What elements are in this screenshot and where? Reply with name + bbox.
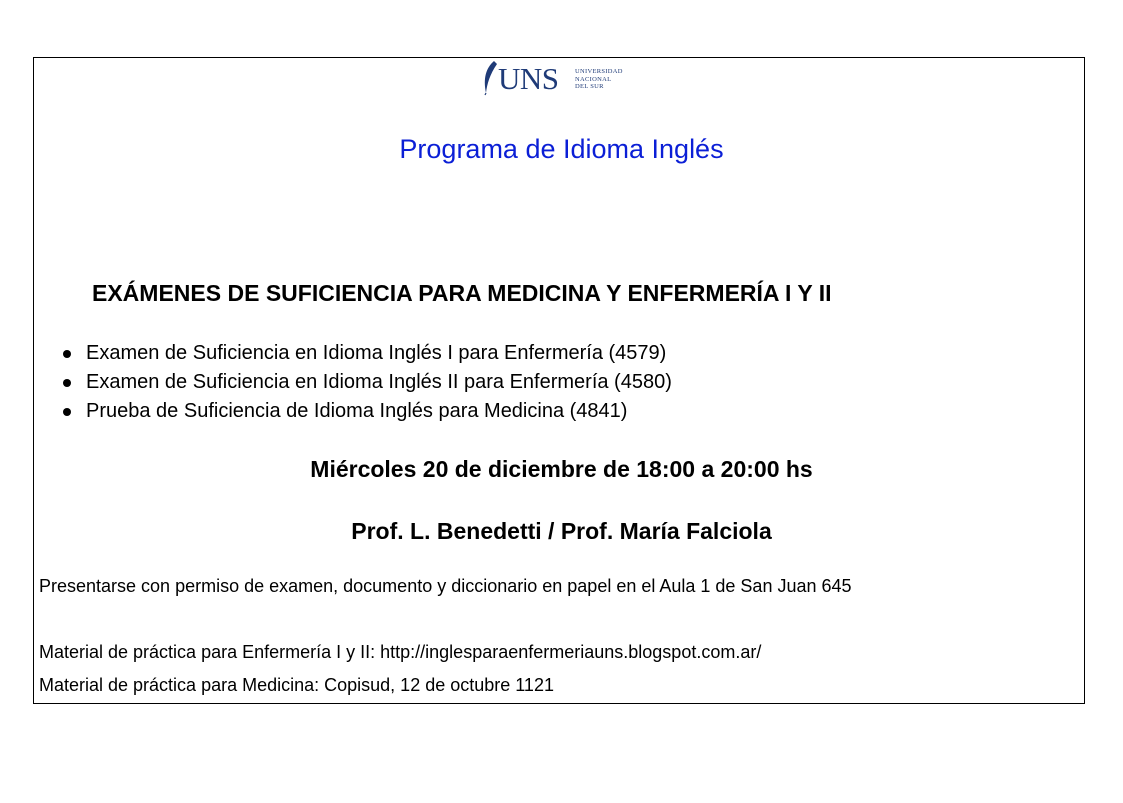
bullet-icon [63, 350, 71, 358]
nursing-material-note: Material de práctica para Enfermería I y II: http://inglesparaenfermeriauns.blogspot.com.ar/ [39, 642, 762, 662]
exams-heading: EXÁMENES DE SUFICIENCIA PARA MEDICINA Y ENFERMERÍA I Y II [92, 280, 832, 306]
logo-subtitle-line: DEL SUR [575, 83, 604, 90]
exam-item-label: Prueba de Suficiencia de Idioma Inglés para Medicina (4841) [86, 400, 628, 422]
logo-text: UNS [498, 61, 559, 96]
logo-subtitle-line: UNIVERSIDAD [575, 68, 623, 75]
presentation-note: Presentarse con permiso de examen, documento y diccionario en papel en el Aula 1 de San Juan 645 [39, 576, 852, 596]
uns-logo [480, 60, 650, 96]
exam-list [60, 339, 672, 426]
bullet-icon [63, 379, 71, 387]
bullet-icon [63, 408, 71, 416]
logo-subtitle-line: NACIONAL [575, 75, 612, 83]
exam-date: Miércoles 20 de diciembre de 18:00 a 20:00 hs [310, 456, 813, 482]
quill-icon [480, 60, 500, 96]
exam-item-label: Examen de Suficiencia en Idioma Inglés II para Enfermería (4580) [86, 371, 672, 393]
list-item [60, 339, 672, 368]
professors: Prof. L. Benedetti / Prof. María Falciola [351, 518, 772, 544]
exam-item-label: Examen de Suficiencia en Idioma Inglés I para Enfermería (4579) [86, 342, 667, 364]
logo-subtitle [575, 68, 623, 91]
page-title: Programa de Idioma Inglés [399, 134, 724, 164]
list-item [60, 397, 672, 426]
list-item [60, 368, 672, 397]
medicine-material-note: Material de práctica para Medicina: Copisud, 12 de octubre 1121 [39, 675, 554, 695]
